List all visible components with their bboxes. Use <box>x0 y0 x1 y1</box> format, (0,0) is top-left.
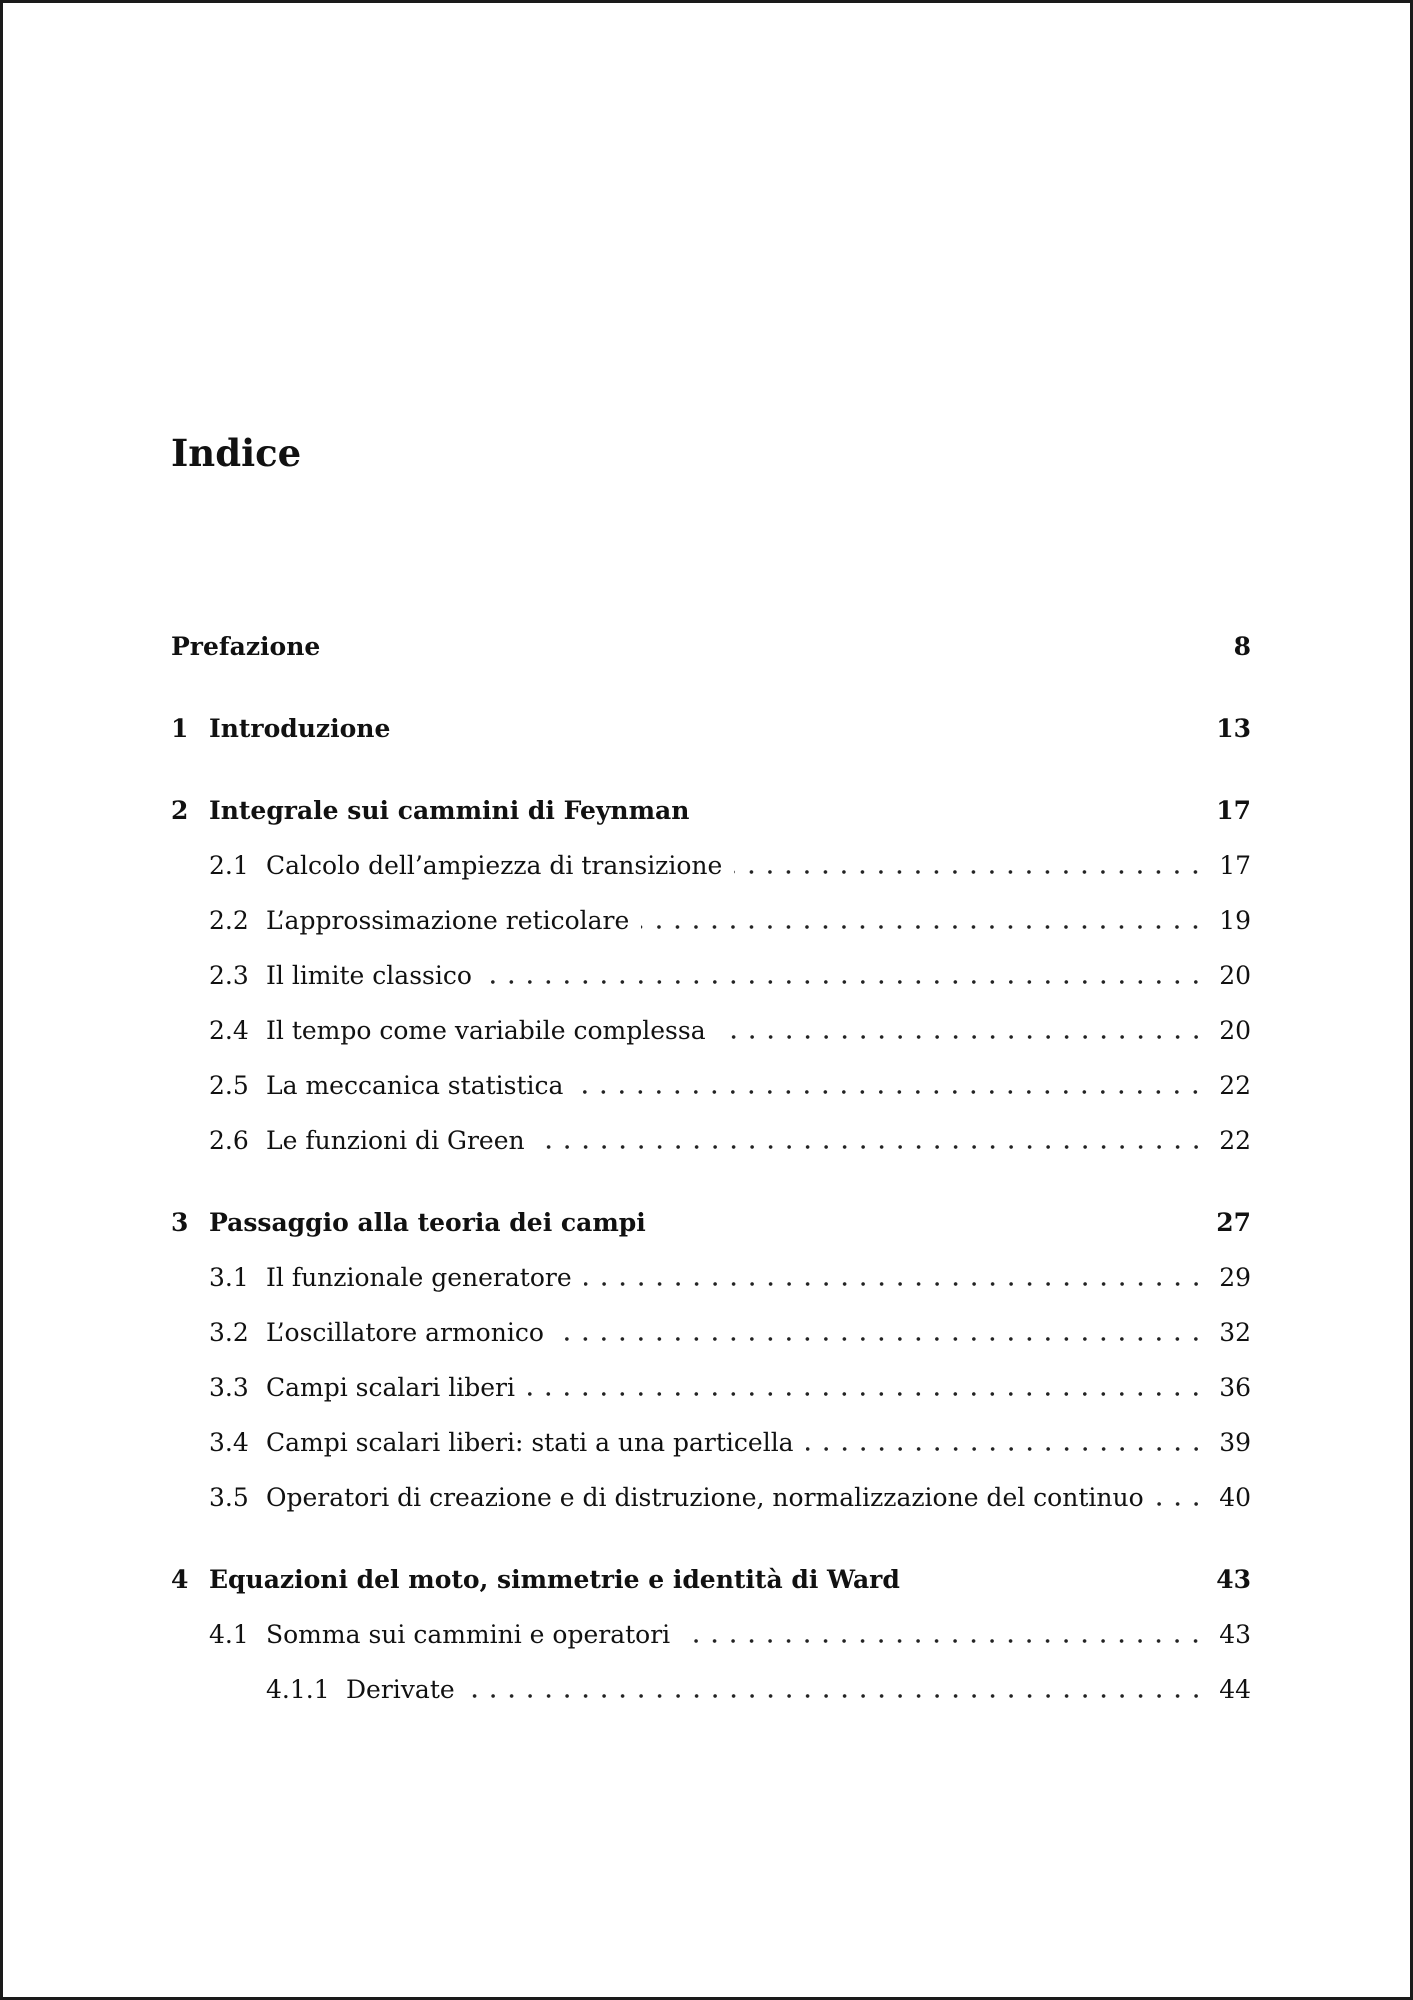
dot-leader <box>584 1268 1205 1288</box>
toc-section-number: 2.5 <box>209 1071 249 1100</box>
toc-page-number: 32 <box>1219 1318 1251 1347</box>
toc-chapter-1[interactable] <box>171 701 1251 756</box>
toc-chapter-4[interactable] <box>171 1552 1251 1607</box>
toc-section-number: 3.1 <box>209 1263 249 1292</box>
toc-section-title: La meccanica statistica <box>266 1073 571 1098</box>
toc-page-number: 20 <box>1219 961 1251 990</box>
dot-leader <box>467 1680 1205 1700</box>
toc-section-number: 2.1 <box>209 851 249 880</box>
toc-section-number: 2.3 <box>209 961 249 990</box>
toc-section-title: Il tempo come variabile complessa <box>266 1018 714 1043</box>
toc-section-title: Calcolo dell’ampiezza di transizione <box>266 853 730 878</box>
dot-leader <box>718 1021 1205 1041</box>
toc-section-title: L’oscillatore armonico <box>266 1320 552 1345</box>
toc-chapter-2[interactable] <box>171 783 1251 838</box>
dot-leader <box>682 1625 1205 1645</box>
toc-chapter-number: 3 <box>171 1208 189 1237</box>
dot-leader <box>537 1131 1205 1151</box>
toc-section-3-4[interactable] <box>171 1415 1251 1470</box>
toc-section-2-4[interactable] <box>171 1003 1251 1058</box>
dot-leader <box>806 1433 1205 1453</box>
toc-entry-prefazione[interactable] <box>171 619 1251 674</box>
toc-subsection-title: Derivate <box>346 1677 463 1702</box>
toc-chapter-title: Passaggio alla teoria dei campi <box>209 1210 654 1235</box>
toc-chapter-number: 4 <box>171 1565 189 1594</box>
toc-page-number: 39 <box>1219 1428 1251 1457</box>
toc-section-number: 2.2 <box>209 906 249 935</box>
toc-page-number: 40 <box>1219 1483 1251 1512</box>
toc-section-3-2[interactable] <box>171 1305 1251 1360</box>
toc-section-3-3[interactable] <box>171 1360 1251 1415</box>
toc-chapter-title: Equazioni del moto, simmetrie e identità di Ward <box>209 1567 908 1592</box>
toc-section-title: Operatori di creazione e di distruzione, normalizzazione del continuo <box>266 1485 1152 1510</box>
table-of-contents <box>171 619 1251 1717</box>
toc-chapter-number: 1 <box>171 714 189 743</box>
toc-section-3-1[interactable] <box>171 1250 1251 1305</box>
toc-page-number: 22 <box>1219 1071 1251 1100</box>
toc-subsection-number: 4.1.1 <box>266 1675 330 1704</box>
toc-section-title: Il limite classico <box>266 963 480 988</box>
toc-subsection-4-1-1[interactable] <box>171 1662 1251 1717</box>
toc-page-number: 20 <box>1219 1016 1251 1045</box>
toc-page-number: 22 <box>1219 1126 1251 1155</box>
toc-chapter-number: 2 <box>171 796 189 825</box>
toc-chapter-title: Integrale sui cammini di Feynman <box>209 798 697 823</box>
toc-page-number: 17 <box>1219 851 1251 880</box>
toc-section-2-3[interactable] <box>171 948 1251 1003</box>
toc-section-number: 3.2 <box>209 1318 249 1347</box>
toc-section-2-5[interactable] <box>171 1058 1251 1113</box>
toc-section-title: Il funzionale generatore <box>266 1265 580 1290</box>
toc-page-number: 8 <box>1233 632 1251 661</box>
page-title: Indice <box>171 431 302 475</box>
toc-section-number: 4.1 <box>209 1620 249 1649</box>
toc-section-title: Campi scalari liberi: stati a una particella <box>266 1430 802 1455</box>
dot-leader <box>575 1076 1205 1096</box>
toc-section-title: L’approssimazione reticolare <box>266 908 637 933</box>
toc-page-number: 19 <box>1219 906 1251 935</box>
dot-leader <box>527 1378 1205 1398</box>
dot-leader <box>734 856 1205 876</box>
toc-section-number: 3.4 <box>209 1428 249 1457</box>
toc-page-number: 27 <box>1216 1208 1251 1237</box>
toc-page-number: 44 <box>1219 1675 1251 1704</box>
toc-section-title: Campi scalari liberi <box>266 1375 523 1400</box>
toc-section-number: 3.3 <box>209 1373 249 1402</box>
toc-section-title: Somma sui cammini e operatori <box>266 1622 678 1647</box>
toc-page-number: 43 <box>1216 1565 1251 1594</box>
toc-section-number: 2.6 <box>209 1126 249 1155</box>
dot-leader <box>484 966 1205 986</box>
toc-page-number: 36 <box>1219 1373 1251 1402</box>
toc-chapter-title: Introduzione <box>209 716 398 741</box>
dot-leader <box>556 1323 1205 1343</box>
toc-page-number: 17 <box>1216 796 1251 825</box>
toc-chapter-3[interactable] <box>171 1195 1251 1250</box>
toc-page-number: 43 <box>1219 1620 1251 1649</box>
toc-page-number: 29 <box>1219 1263 1251 1292</box>
dot-leader <box>641 911 1205 931</box>
toc-section-number: 3.5 <box>209 1483 249 1512</box>
toc-section-title: Le funzioni di Green <box>266 1128 533 1153</box>
dot-leader <box>1156 1488 1205 1508</box>
toc-page-number: 13 <box>1216 714 1251 743</box>
toc-section-2-2[interactable] <box>171 893 1251 948</box>
toc-section-number: 2.4 <box>209 1016 249 1045</box>
toc-section-3-5[interactable] <box>171 1470 1251 1525</box>
toc-section-2-1[interactable] <box>171 838 1251 893</box>
toc-entry-title: Prefazione <box>171 634 328 659</box>
toc-section-4-1[interactable] <box>171 1607 1251 1662</box>
toc-section-2-6[interactable] <box>171 1113 1251 1168</box>
